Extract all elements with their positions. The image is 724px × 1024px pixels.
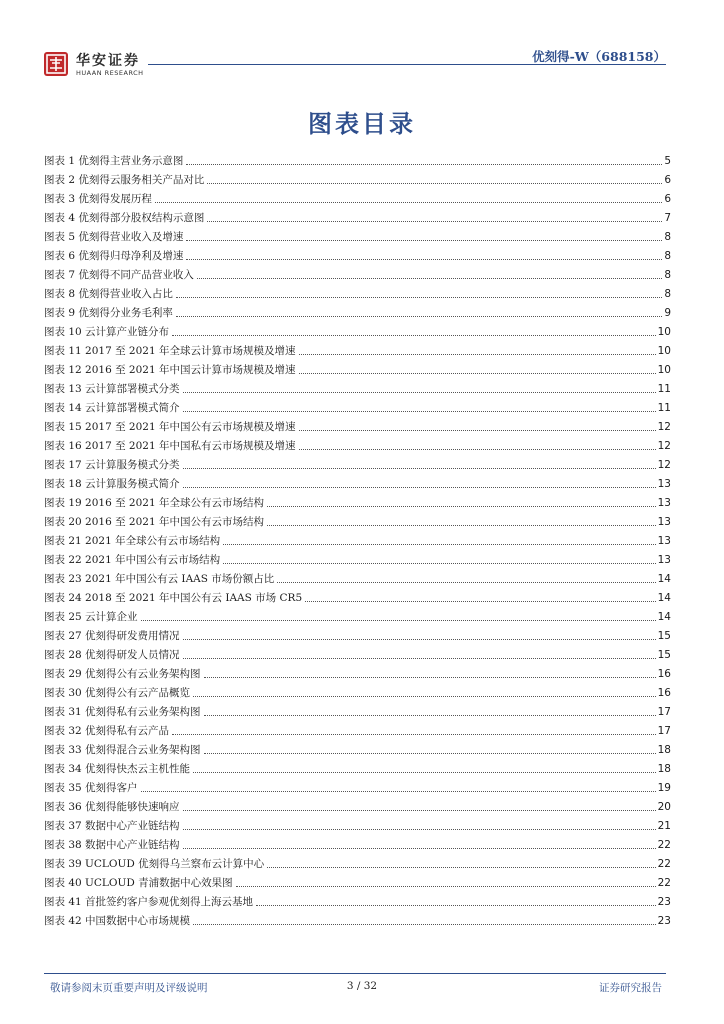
toc-entry[interactable] [44, 510, 671, 529]
toc-leader-dots [183, 829, 656, 830]
toc-entry-label: 图表 9 优刻得分业务毛利率 [44, 307, 173, 319]
toc-entry-page: 21 [657, 820, 671, 832]
toc-entry-page: 23 [657, 896, 671, 908]
toc-entry[interactable] [44, 434, 671, 453]
toc-leader-dots [204, 753, 656, 754]
footer-report-type: 证券研究报告 [599, 982, 662, 994]
toc-entry-label: 图表 36 优刻得能够快速响应 [44, 801, 180, 813]
toc-entry[interactable] [44, 282, 671, 301]
toc-leader-dots [197, 278, 662, 279]
brand-subtitle: HUAAN RESEARCH [76, 69, 144, 77]
toc-leader-dots [256, 905, 656, 906]
toc-entry[interactable] [44, 757, 671, 776]
toc-leader-dots [172, 335, 656, 336]
toc-entry-page: 12 [657, 421, 671, 433]
toc-leader-dots [183, 810, 656, 811]
toc-entry-label: 图表 19 2016 至 2021 年全球公有云市场结构 [44, 497, 264, 509]
toc-entry-page: 13 [657, 535, 671, 547]
toc-entry-label: 图表 23 2021 年中国公有云 IAAS 市场份额占比 [44, 573, 275, 585]
toc-entry-label: 图表 31 优刻得私有云业务架构图 [44, 706, 201, 718]
toc-entry[interactable] [44, 339, 671, 358]
toc-entry-page: 9 [664, 307, 671, 319]
toc-entry-label: 图表 5 优刻得营业收入及增速 [44, 231, 184, 243]
brand-name: 华安证券 [76, 53, 140, 69]
toc-entry[interactable] [44, 643, 671, 662]
toc-leader-dots [299, 430, 656, 431]
toc-entry-page: 6 [664, 193, 671, 205]
toc-leader-dots [183, 392, 656, 393]
toc-entry-page: 8 [664, 231, 671, 243]
toc-entry-label: 图表 27 优刻得研发费用情况 [44, 630, 180, 642]
toc-leader-dots [141, 620, 656, 621]
toc-leader-dots [207, 183, 662, 184]
toc-leader-dots [186, 164, 662, 165]
toc-entry-page: 10 [657, 364, 671, 376]
toc-entry[interactable] [44, 833, 671, 852]
toc-entry-label: 图表 17 云计算服务模式分类 [44, 459, 180, 471]
toc-entry[interactable] [44, 225, 671, 244]
toc-entry-page: 8 [664, 250, 671, 262]
toc-leader-dots [267, 525, 656, 526]
toc-leader-dots [267, 506, 656, 507]
toc-entry-label: 图表 22 2021 年中国公有云市场结构 [44, 554, 221, 566]
toc-entry[interactable] [44, 206, 671, 225]
toc-leader-dots [183, 848, 656, 849]
toc-entry-label: 图表 32 优刻得私有云产品 [44, 725, 170, 737]
toc-entry[interactable] [44, 396, 671, 415]
toc-leader-dots [236, 886, 656, 887]
toc-entry-page: 18 [657, 744, 671, 756]
toc-leader-dots [204, 715, 656, 716]
toc-entry-label: 图表 38 数据中心产业链结构 [44, 839, 180, 851]
toc-entry-page: 18 [657, 763, 671, 775]
toc-leader-dots [183, 487, 656, 488]
toc-entry[interactable] [44, 491, 671, 510]
toc-entry[interactable] [44, 415, 671, 434]
toc-entry-page: 10 [657, 326, 671, 338]
toc-entry[interactable] [44, 662, 671, 681]
toc-leader-dots [299, 373, 656, 374]
toc-entry-page: 15 [657, 630, 671, 642]
toc-entry-page: 5 [664, 155, 671, 167]
toc-entry[interactable] [44, 567, 671, 586]
toc-entry-label: 图表 30 优刻得公有云产品概览 [44, 687, 191, 699]
toc-entry[interactable] [44, 605, 671, 624]
toc-entry[interactable] [44, 795, 671, 814]
toc-entry-label: 图表 21 2021 年全球公有云市场结构 [44, 535, 221, 547]
toc-entry[interactable] [44, 586, 671, 605]
toc-entry-page: 16 [657, 687, 671, 699]
footer-divider [44, 973, 666, 974]
toc-entry-page: 14 [657, 611, 671, 623]
toc-entry-label: 图表 2 优刻得云服务相关产品对比 [44, 174, 205, 186]
toc-entry[interactable] [44, 301, 671, 320]
toc-leader-dots [186, 240, 662, 241]
toc-entry[interactable] [44, 700, 671, 719]
toc-entry[interactable] [44, 529, 671, 548]
toc-leader-dots [183, 639, 656, 640]
toc-entry-label: 图表 39 UCLOUD 优刻得乌兰察布云计算中心 [44, 858, 265, 870]
toc-entry-label: 图表 20 2016 至 2021 年中国公有云市场结构 [44, 516, 264, 528]
footer-page-number: 3 / 32 [346, 980, 378, 992]
toc-entry[interactable] [44, 852, 671, 871]
toc-entry[interactable] [44, 453, 671, 472]
toc-entry-page: 20 [657, 801, 671, 813]
toc-leader-dots [183, 468, 656, 469]
toc-leader-dots [193, 924, 656, 925]
toc-entry[interactable] [44, 358, 671, 377]
toc-entry-label: 图表 7 优刻得不同产品营业收入 [44, 269, 194, 281]
toc-leader-dots [176, 297, 662, 298]
toc-entry-page: 13 [657, 516, 671, 528]
toc-entry-page: 17 [657, 725, 671, 737]
report-title: 优刻得-W（688158） [532, 49, 666, 64]
toc-entry-page: 19 [657, 782, 671, 794]
figure-toc-list [44, 149, 671, 928]
toc-leader-dots [183, 411, 656, 412]
toc-entry-label: 图表 24 2018 至 2021 年中国公有云 IAAS 市场 CR5 [44, 592, 303, 604]
toc-entry-page: 11 [657, 402, 671, 414]
toc-entry-label: 图表 10 云计算产业链分布 [44, 326, 170, 338]
page-title: 图表目录 [308, 109, 416, 138]
toc-entry[interactable] [44, 263, 671, 282]
toc-entry-page: 8 [664, 269, 671, 281]
toc-entry[interactable] [44, 377, 671, 396]
toc-entry[interactable] [44, 548, 671, 567]
toc-entry-label: 图表 15 2017 至 2021 年中国公有云市场规模及增速 [44, 421, 296, 433]
toc-entry-page: 10 [657, 345, 671, 357]
toc-entry-page: 13 [657, 497, 671, 509]
toc-entry-label: 图表 1 优刻得主营业务示意图 [44, 155, 184, 167]
toc-entry-page: 23 [657, 915, 671, 927]
toc-entry-label: 图表 12 2016 至 2021 年中国云计算市场规模及增速 [44, 364, 296, 376]
toc-leader-dots [299, 354, 656, 355]
toc-entry-label: 图表 13 云计算部署模式分类 [44, 383, 180, 395]
toc-entry-label: 图表 14 云计算部署模式简介 [44, 402, 180, 414]
toc-leader-dots [223, 563, 656, 564]
toc-entry[interactable] [44, 472, 671, 491]
toc-leader-dots [299, 449, 656, 450]
toc-entry-page: 14 [657, 592, 671, 604]
toc-entry-page: 22 [657, 839, 671, 851]
toc-entry-label: 图表 28 优刻得研发人员情况 [44, 649, 180, 661]
huaan-logo-icon [44, 52, 68, 76]
toc-entry[interactable] [44, 681, 671, 700]
toc-entry-page: 8 [664, 288, 671, 300]
toc-entry-page: 13 [657, 478, 671, 490]
toc-leader-dots [204, 677, 656, 678]
toc-entry-page: 22 [657, 877, 671, 889]
toc-leader-dots [155, 202, 662, 203]
footer-disclaimer: 敬请参阅末页重要声明及评级说明 [50, 982, 208, 994]
toc-leader-dots [193, 696, 656, 697]
toc-entry-label: 图表 6 优刻得归母净利及增速 [44, 250, 184, 262]
toc-leader-dots [267, 867, 656, 868]
toc-entry[interactable] [44, 776, 671, 795]
toc-entry-label: 图表 35 优刻得客户 [44, 782, 138, 794]
toc-entry-label: 图表 42 中国数据中心市场规模 [44, 915, 191, 927]
toc-leader-dots [186, 259, 662, 260]
toc-entry[interactable] [44, 890, 671, 909]
toc-entry-label: 图表 4 优刻得部分股权结构示意图 [44, 212, 205, 224]
toc-leader-dots [207, 221, 662, 222]
toc-entry-label: 图表 8 优刻得营业收入占比 [44, 288, 173, 300]
toc-entry-page: 12 [657, 440, 671, 452]
toc-entry[interactable] [44, 149, 671, 168]
toc-entry-page: 17 [657, 706, 671, 718]
toc-entry[interactable] [44, 244, 671, 263]
toc-entry-label: 图表 29 优刻得公有云业务架构图 [44, 668, 201, 680]
toc-entry[interactable] [44, 168, 671, 187]
toc-entry-label: 图表 40 UCLOUD 青浦数据中心效果图 [44, 877, 233, 889]
toc-entry[interactable] [44, 738, 671, 757]
toc-leader-dots [223, 544, 656, 545]
toc-entry-label: 图表 34 优刻得快杰云主机性能 [44, 763, 191, 775]
toc-leader-dots [183, 658, 656, 659]
toc-leader-dots [141, 791, 656, 792]
toc-entry-label: 图表 25 云计算企业 [44, 611, 138, 623]
toc-entry[interactable] [44, 814, 671, 833]
toc-entry-label: 图表 16 2017 至 2021 年中国私有云市场规模及增速 [44, 440, 296, 452]
toc-entry[interactable] [44, 187, 671, 206]
toc-entry-page: 12 [657, 459, 671, 471]
toc-entry-page: 15 [657, 649, 671, 661]
toc-entry[interactable] [44, 320, 671, 339]
toc-leader-dots [172, 734, 656, 735]
toc-entry[interactable] [44, 909, 671, 928]
toc-entry[interactable] [44, 871, 671, 890]
toc-entry-page: 14 [657, 573, 671, 585]
toc-entry-label: 图表 11 2017 至 2021 年全球云计算市场规模及增速 [44, 345, 296, 357]
toc-entry-page: 13 [657, 554, 671, 566]
toc-leader-dots [176, 316, 662, 317]
toc-entry-label: 图表 3 优刻得发展历程 [44, 193, 152, 205]
toc-entry-page: 16 [657, 668, 671, 680]
toc-entry[interactable] [44, 719, 671, 738]
toc-entry[interactable] [44, 624, 671, 643]
toc-entry-label: 图表 41 首批签约客户参观优刻得上海云基地 [44, 896, 254, 908]
toc-entry-label: 图表 18 云计算服务模式简介 [44, 478, 180, 490]
toc-entry-label: 图表 37 数据中心产业链结构 [44, 820, 180, 832]
toc-entry-page: 22 [657, 858, 671, 870]
toc-leader-dots [305, 601, 655, 602]
page-header [0, 0, 724, 80]
toc-entry-page: 11 [657, 383, 671, 395]
toc-entry-label: 图表 33 优刻得混合云业务架构图 [44, 744, 201, 756]
header-divider [148, 64, 666, 65]
toc-leader-dots [277, 582, 655, 583]
toc-entry-page: 7 [664, 212, 671, 224]
toc-leader-dots [193, 772, 656, 773]
toc-entry-page: 6 [664, 174, 671, 186]
